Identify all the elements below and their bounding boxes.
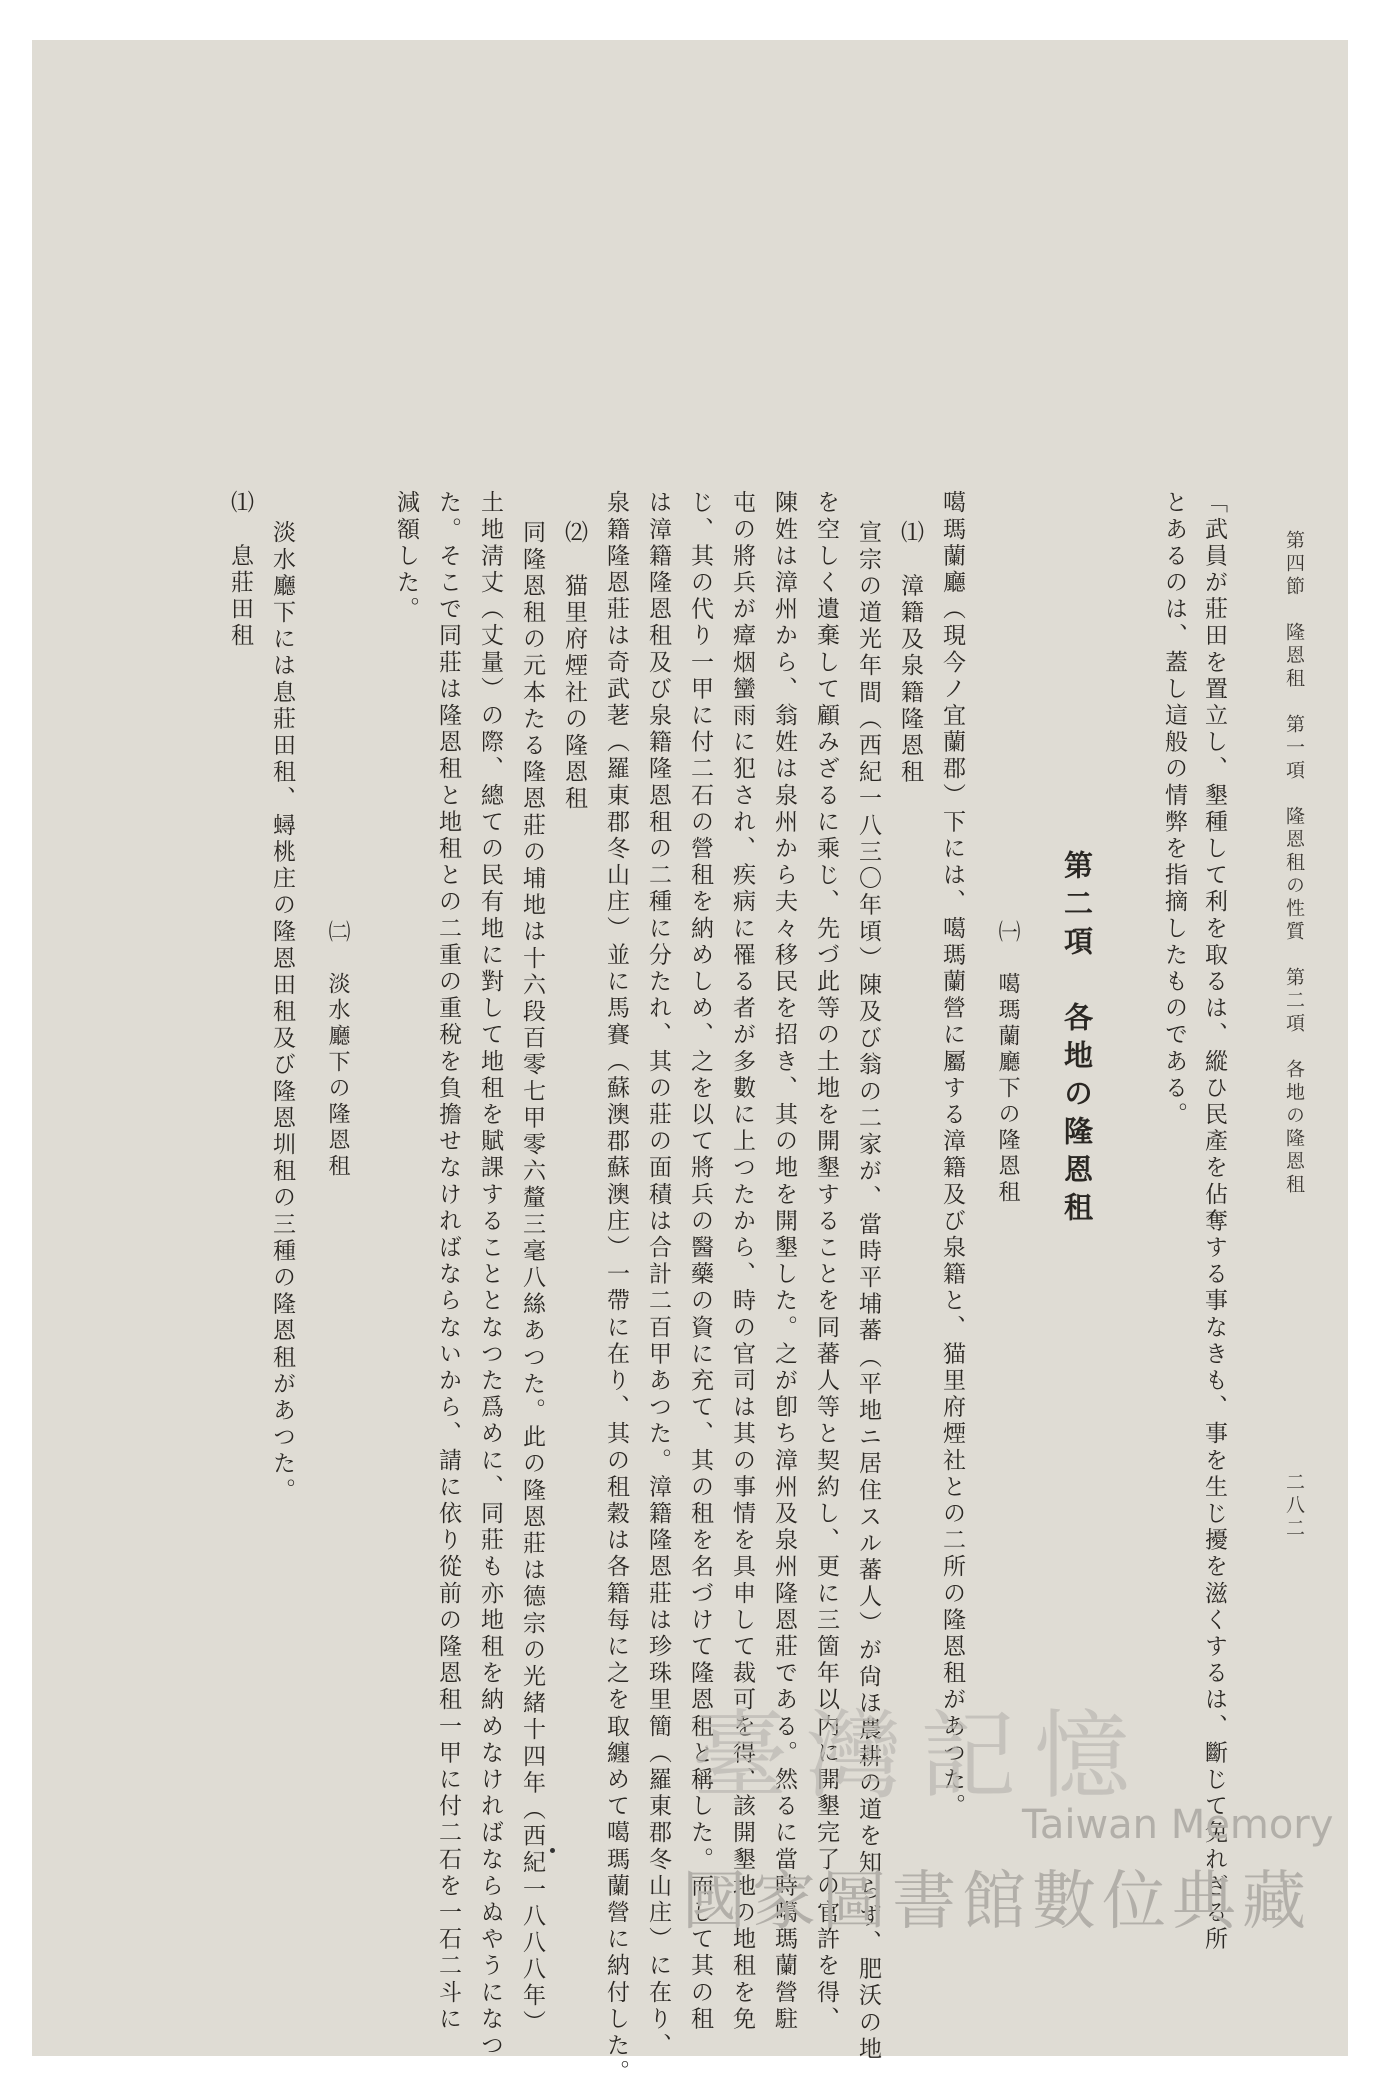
text-column: 屯の將兵が瘴烟蠻雨に犯され、疾病に罹る者が多數に上つたから、時の官司は其の事情を具申して裁可を得、該開墾地の地租を免 — [729, 490, 755, 2033]
page-number: 二八二 — [1283, 1472, 1305, 1541]
section-title: 第二項 各地の隆恩租 — [1060, 850, 1094, 1230]
text-column: ⑴ 息莊田租 — [227, 490, 253, 650]
text-column: ⑴ 漳籍及泉籍隆恩租 — [897, 520, 923, 786]
watermark-library: 國家圖書館數位典藏 — [682, 1865, 1312, 1939]
text-column: 宣宗の道光年間（西紀一八三〇年頃）陳及び翁の二家が、當時平埔蕃（平地ニ居住スル蕃人）が尙ほ農耕の道を知らず、肥沃の地 — [855, 520, 881, 2063]
text-column: は漳籍隆恩租及び泉籍隆恩租の二種に分たれ、其の莊の面積は合計二百甲あつた。漳籍隆恩莊は珍珠里簡（羅東郡冬山庄）に在り、 — [645, 490, 671, 2060]
running-head: 第四節 隆恩租 第一項 隆恩租の性質 第二項 各地の隆恩租 — [1283, 530, 1305, 1197]
text-column: 同隆恩租の元本たる隆恩莊の埔地は十六段百零七甲零六釐三毫八絲あつた。此の隆恩莊は德宗の光緒十四年（西紀一八八八年） — [519, 520, 545, 2037]
text-column: 減額した。 — [393, 490, 419, 623]
text-column: とあるのは、蓋し這般の情弊を指摘したものである。 — [1161, 490, 1187, 1129]
text-column: た。そこで同莊は隆恩租と地租との二重の重稅を負擔せなければならないから、請に依り從前の隆恩租一甲に付二石を一石二斗に — [435, 490, 461, 2033]
watermark-logo: 臺灣記憶 — [692, 1700, 1148, 1812]
text-column: 陳姓は漳州から、翁姓は泉州から夫々移民を招き、其の地を開墾した。之が卽ち漳州及泉州隆恩莊である。然るに當時噶瑪蘭營駐 — [771, 490, 797, 2033]
text-column: 「武員が莊田を置立し、墾種して利を取るは、縱ひ民產を佔奪する事なきも、事を生じ擾を滋くするは、斷じて免れざる所 — [1201, 490, 1227, 1953]
watermark-english: Taiwan Memory — [1022, 1802, 1334, 1848]
text-column: ⑵ 猫里府煙社の隆恩租 — [561, 520, 587, 813]
ink-dot — [550, 1848, 555, 1853]
scanned-page — [32, 40, 1348, 2086]
text-column: 淡水廳下には息莊田租、蟳桃庄の隆恩田租及び隆恩圳租の三種の隆恩租があつた。 — [269, 520, 295, 1505]
text-column: じ、其の代り一甲に付二石の營租を納めしめ、之を以て將兵の醫藥の資に充て、其の租を名づけて隆恩租と稱した。而して其の租 — [687, 490, 713, 2033]
subsection-title: ㈠ 噶瑪蘭廳下の隆恩租 — [995, 920, 1020, 1206]
subsection-title: ㈡ 淡水廳下の隆恩租 — [325, 920, 350, 1180]
text-column: 土地淸丈（丈量）の際、總ての民有地に對して地租を賦課することとなつた爲めに、同莊も亦地租を納めなければならぬやうになつ — [477, 490, 503, 2060]
text-column: を空しく遺棄して顧みざるに乘じ、先づ此等の土地を開墾することを同蕃人等と契約し、更に三箇年以内に開墾完了の官許を得、 — [813, 490, 839, 2033]
text-column: 泉籍隆恩莊は奇武荖（羅東郡冬山庄）並に馬賽（蘇澳郡蘇澳庄）一帶に在り、其の租穀は各籍每に之を取纏めて噶瑪蘭營に納付した。 — [603, 490, 629, 2086]
text-column: 噶瑪蘭廳（現今ノ宜蘭郡）下には、噶瑪蘭營に屬する漳籍及び泉籍と、猫里府煙社との二所の隆恩租があつた。 — [939, 490, 965, 1820]
